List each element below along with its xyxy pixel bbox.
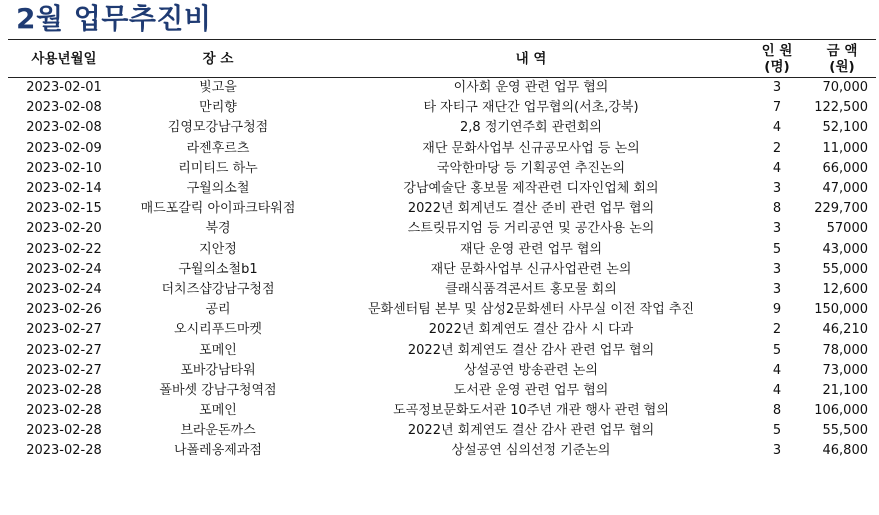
- cell-place: 나폴레옹제과점: [174, 443, 262, 459]
- cell-amount: 55,000: [822, 261, 868, 277]
- cell-count: 4: [772, 382, 782, 398]
- cell-amount: 73,000: [822, 362, 868, 378]
- cell-amount: 122,500: [814, 100, 868, 116]
- cell-description: 재단 문화사업부 신규사업관련 논의: [430, 261, 632, 277]
- cell-description: 상설공연 심의선정 기준논의: [451, 443, 611, 459]
- table-row: [8, 98, 876, 118]
- cell-count: 3: [772, 261, 782, 277]
- cell-description: 재단 운영 관련 업무 협의: [459, 241, 603, 257]
- cell-count: 3: [772, 80, 782, 96]
- cell-count: 5: [772, 423, 782, 439]
- cell-date: 2023-02-27: [26, 322, 102, 338]
- cell-amount: 78,000: [822, 342, 868, 358]
- cell-place: 구월의소철: [186, 181, 250, 197]
- cell-amount: 21,100: [822, 382, 868, 398]
- cell-date: 2023-02-24: [26, 261, 102, 277]
- cell-date: 2023-02-28: [26, 382, 102, 398]
- table-row: [8, 240, 876, 260]
- cell-description: 2022년 회계연도 결산 감사 관련 업무 협의: [407, 342, 655, 358]
- cell-count: 5: [772, 241, 782, 257]
- cell-date: 2023-02-14: [26, 181, 102, 197]
- table-row: [8, 139, 876, 159]
- cell-date: 2023-02-27: [26, 362, 102, 378]
- cell-description: 국악한마당 등 기획공연 추진논의: [436, 160, 626, 176]
- expense-table: [8, 40, 876, 462]
- cell-description: 2,8 정기연주회 관련회의: [460, 120, 602, 136]
- cell-place: 브라운돈까스: [180, 423, 256, 439]
- cell-count: 8: [772, 403, 782, 419]
- cell-date: 2023-02-08: [26, 100, 102, 116]
- cell-amount: 12,600: [822, 281, 868, 297]
- cell-date: 2023-02-10: [26, 160, 102, 176]
- table-row: [8, 421, 876, 441]
- cell-count: 4: [772, 160, 782, 176]
- cell-count: 5: [772, 342, 782, 358]
- table-row: [8, 179, 876, 199]
- cell-description: 2022년 회계년도 결산 준비 관련 업무 협의: [407, 201, 655, 217]
- table-row: [8, 199, 876, 219]
- cell-place: 빛고을: [199, 80, 237, 96]
- cell-date: 2023-02-20: [26, 221, 102, 237]
- header-count-line2: (명): [764, 58, 790, 75]
- cell-amount: 11,000: [822, 140, 868, 156]
- table-row: [8, 381, 876, 401]
- page-title: 2월 업무추진비: [16, 2, 212, 35]
- header-description: 내 역: [316, 40, 746, 78]
- cell-amount: 150,000: [814, 302, 868, 318]
- cell-place: 구월의소철b1: [178, 261, 258, 277]
- cell-description: 도서관 운영 관련 업무 협의: [453, 382, 609, 398]
- header-amount: [808, 40, 876, 78]
- cell-description: 2022년 회계연도 결산 감사 관련 업무 협의: [407, 423, 655, 439]
- cell-count: 2: [772, 322, 782, 338]
- header-row: [8, 40, 876, 78]
- cell-description: 클래식품격콘서트 홍모물 회의: [445, 281, 617, 297]
- cell-count: 4: [772, 362, 782, 378]
- header-amount-line1: 금 액: [826, 42, 858, 59]
- cell-date: 2023-02-28: [26, 423, 102, 439]
- cell-amount: 47,000: [822, 181, 868, 197]
- cell-date: 2023-02-28: [26, 403, 102, 419]
- cell-amount: 43,000: [822, 241, 868, 257]
- cell-place: 리미티드 하누: [178, 160, 258, 176]
- header-date: 사용년월일: [8, 40, 120, 78]
- cell-place: 공리: [205, 302, 231, 318]
- cell-amount: 66,000: [822, 160, 868, 176]
- cell-place: 지안정: [199, 241, 237, 257]
- cell-amount: 57000: [826, 221, 868, 237]
- table-row: [8, 361, 876, 381]
- table-row: [8, 118, 876, 138]
- cell-date: 2023-02-01: [26, 80, 102, 96]
- cell-place: 북경: [205, 221, 231, 237]
- table-row: [8, 401, 876, 421]
- cell-amount: 70,000: [822, 80, 868, 96]
- cell-place: 더치즈샵강남구청점: [161, 281, 275, 297]
- cell-date: 2023-02-24: [26, 281, 102, 297]
- table-row: [8, 219, 876, 239]
- cell-amount: 55,500: [822, 423, 868, 439]
- cell-description: 도곡정보문화도서관 10주년 개관 행사 관련 협의: [393, 403, 669, 419]
- cell-amount: 46,210: [822, 322, 868, 338]
- table-row: [8, 280, 876, 300]
- cell-description: 2022년 회계연도 결산 감사 시 다과: [428, 322, 634, 338]
- cell-count: 3: [772, 443, 782, 459]
- cell-description: 스트릿뮤지엄 등 거리공연 및 공간사용 논의: [407, 221, 655, 237]
- table-row: [8, 159, 876, 179]
- header-count-line1: 인 원: [761, 42, 793, 59]
- cell-place: 포메인: [199, 403, 237, 419]
- table-row: [8, 260, 876, 280]
- cell-description: 문화센터팀 본부 및 삼성2문화센터 사무실 이전 작업 추진: [367, 302, 695, 318]
- cell-place: 매드포갈릭 아이파크타워점: [140, 201, 296, 217]
- cell-date: 2023-02-26: [26, 302, 102, 318]
- table-body: [8, 78, 876, 462]
- cell-description: 타 자티구 재단간 업무협의(서초,강북): [423, 100, 639, 116]
- cell-place: 폴바셋 강남구청역점: [159, 382, 277, 398]
- cell-count: 3: [772, 181, 782, 197]
- cell-date: 2023-02-15: [26, 201, 102, 217]
- cell-count: 3: [772, 221, 782, 237]
- cell-place: 포바강남타워: [180, 362, 256, 378]
- cell-count: 4: [772, 120, 782, 136]
- table-row: [8, 441, 876, 461]
- cell-date: 2023-02-09: [26, 140, 102, 156]
- table-row: [8, 300, 876, 320]
- cell-amount: 52,100: [822, 120, 868, 136]
- cell-description: 상설공연 방송관련 논의: [464, 362, 598, 378]
- cell-place: 김영모강남구청점: [167, 120, 269, 136]
- cell-count: 2: [772, 140, 782, 156]
- cell-count: 7: [772, 100, 782, 116]
- table-header: [8, 40, 876, 78]
- cell-description: 재단 문화사업부 신규공모사업 등 논의: [422, 140, 640, 156]
- header-place: 장 소: [120, 40, 316, 78]
- table-row: [8, 320, 876, 340]
- cell-date: 2023-02-27: [26, 342, 102, 358]
- table-row: [8, 78, 876, 99]
- cell-amount: 229,700: [814, 201, 868, 217]
- cell-count: 9: [772, 302, 782, 318]
- header-amount-line2: (원): [829, 58, 855, 75]
- cell-amount: 106,000: [814, 403, 868, 419]
- table-row: [8, 340, 876, 360]
- cell-date: 2023-02-08: [26, 120, 102, 136]
- cell-date: 2023-02-28: [26, 443, 102, 459]
- cell-count: 3: [772, 281, 782, 297]
- cell-place: 포메인: [199, 342, 237, 358]
- cell-place: 만리향: [199, 100, 237, 116]
- cell-place: 오시리푸드마켓: [174, 322, 262, 338]
- cell-description: 이사회 운영 관련 업무 협의: [453, 80, 609, 96]
- cell-count: 8: [772, 201, 782, 217]
- header-count: [746, 40, 808, 78]
- cell-amount: 46,800: [822, 443, 868, 459]
- cell-place: 라젠후르츠: [186, 140, 250, 156]
- cell-date: 2023-02-22: [26, 241, 102, 257]
- cell-description: 강남예술단 홍보물 제작관련 디자인업체 회의: [403, 181, 659, 197]
